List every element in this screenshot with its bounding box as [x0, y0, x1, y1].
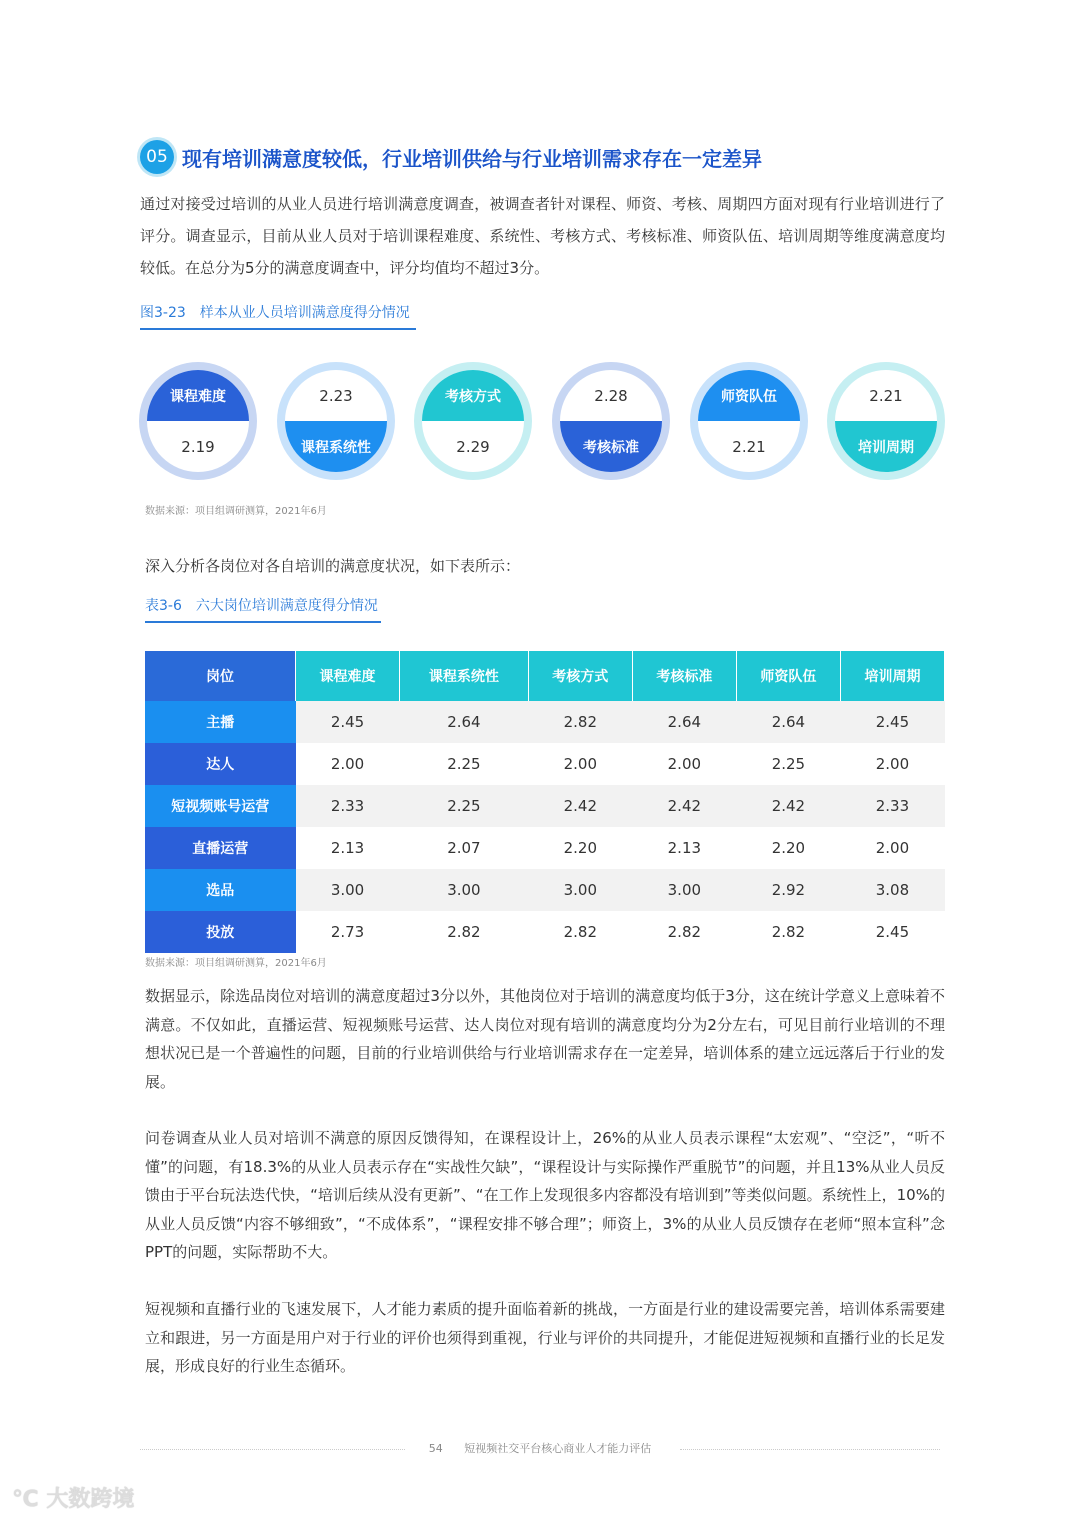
- page-number: 54: [428, 1442, 443, 1455]
- table-cell: 2.00: [528, 743, 632, 785]
- table-cell: 2.20: [736, 827, 840, 869]
- table-cell: 2.42: [632, 785, 736, 827]
- table-cell: 2.73: [296, 911, 400, 953]
- table-caption: 表3-6 六大岗位培训满意度得分情况: [145, 598, 378, 614]
- column-header: 考核方式: [528, 651, 632, 701]
- row-label: 选品: [145, 869, 296, 911]
- row-label: 达人: [145, 743, 296, 785]
- table-cell: 2.25: [736, 743, 840, 785]
- score-circle: [552, 362, 670, 480]
- table-cell: 2.82: [736, 911, 840, 953]
- table-row: [145, 701, 945, 743]
- score-circle: [277, 362, 395, 480]
- watermark-text: 大数跨境: [46, 1487, 135, 1512]
- table-cell: 2.82: [400, 911, 529, 953]
- row-label: 短视频账号运营: [145, 785, 296, 827]
- table-cell: 2.42: [736, 785, 840, 827]
- table-cell: 3.00: [528, 869, 632, 911]
- table-cell: 2.64: [400, 701, 529, 743]
- score-value: 2.21: [869, 386, 903, 405]
- table-cell: 2.92: [736, 869, 840, 911]
- table-cell: 3.00: [400, 869, 529, 911]
- table-cell: 2.00: [840, 743, 944, 785]
- table-row: [145, 785, 945, 827]
- score-value: 2.19: [181, 437, 215, 456]
- page-footer: [0, 1440, 1080, 1456]
- caption-underline: [145, 621, 381, 623]
- table-cell: 2.07: [400, 827, 529, 869]
- table-cell: 2.82: [632, 911, 736, 953]
- column-header: 培训周期: [840, 651, 944, 701]
- caption-underline: [140, 328, 416, 330]
- row-label: 直播运营: [145, 827, 296, 869]
- table-row: [145, 743, 945, 785]
- score-value: 2.23: [319, 386, 353, 405]
- figure-caption: 图3-23 样本从业人员培训满意度得分情况: [140, 305, 410, 321]
- table-cell: 3.08: [840, 869, 944, 911]
- table-header-row: [145, 651, 945, 701]
- table-cell: 2.82: [528, 911, 632, 953]
- paragraph-1: 数据显示，除选品岗位对培训的满意度超过3分以外，其他岗位对于培训的满意度均低于3分，这在统计学意义上意味着不满意。不仅如此，直播运营、短视频账号运营、达人岗位对现有培训的满意度均分为2分左右，可见目前行业培训的不理想状况已是一个普遍性的问题，目前的行业培训供给与行业培训需求存在一定差异，培训体系的建立远远落后于行业的发展。: [145, 987, 945, 1091]
- table-row: [145, 911, 945, 953]
- table-cell: 2.45: [840, 911, 944, 953]
- table-cell: 3.00: [632, 869, 736, 911]
- score-circle: [690, 362, 808, 480]
- watermark-icon: ℃: [12, 1487, 39, 1512]
- row-label: 主播: [145, 701, 296, 743]
- table-cell: 2.33: [840, 785, 944, 827]
- intro-paragraph: 通过对接受过培训的从业人员进行培训满意度调查，被调查者针对课程、师资、考核、周期四方面对现有行业培训进行了评分。调查显示，目前从业人员对于培训课程难度、系统性、考核方式、考核标准、师资队伍、培训周期等维度满意度均较低。在总分为5分的满意度调查中，评分均值均不超过3分。: [140, 195, 945, 277]
- paragraph-3: 短视频和直播行业的飞速发展下，人才能力素质的提升面临着新的挑战，一方面是行业的建设需要完善，培训体系需要建立和跟进，另一方面是用户对于行业的评价也须得到重视，行业与评价的共同提升，才能促进短视频和直播行业的长足发展，形成良好的行业生态循环。: [145, 1300, 945, 1375]
- satisfaction-table: [145, 651, 945, 953]
- score-label: 课程难度: [147, 370, 249, 421]
- column-header: 课程难度: [296, 651, 400, 701]
- column-header: 岗位: [145, 651, 296, 701]
- section-number-badge: 05: [140, 140, 174, 174]
- table-cell: 2.82: [528, 701, 632, 743]
- score-label: 培训周期: [835, 421, 937, 472]
- table-cell: 2.25: [400, 743, 529, 785]
- score-label: 考核方式: [422, 370, 524, 421]
- table-cell: 2.45: [840, 701, 944, 743]
- score-circle: [827, 362, 945, 480]
- section-heading: [140, 140, 762, 174]
- table-row: [145, 869, 945, 911]
- report-title: 短视频社交平台核心商业人才能力评估: [464, 1442, 652, 1455]
- column-header: 考核标准: [632, 651, 736, 701]
- row-label: 投放: [145, 911, 296, 953]
- score-value: 2.21: [732, 437, 766, 456]
- table-cell: 2.13: [296, 827, 400, 869]
- table-data-source: 数据来源：项目组调研测算，2021年6月: [145, 958, 327, 969]
- score-label: 考核标准: [560, 421, 662, 472]
- table-cell: 2.64: [736, 701, 840, 743]
- score-value: 2.29: [456, 437, 490, 456]
- column-header: 师资队伍: [736, 651, 840, 701]
- score-value: 2.28: [594, 386, 628, 405]
- table-cell: 2.25: [400, 785, 529, 827]
- score-circle: [139, 362, 257, 480]
- column-header: 课程系统性: [400, 651, 529, 701]
- table-cell: 3.00: [296, 869, 400, 911]
- table-intro: 深入分析各岗位对各自培训的满意度状况，如下表所示：: [145, 557, 521, 575]
- watermark-logo: [12, 1482, 134, 1513]
- score-label: 课程系统性: [285, 421, 387, 472]
- score-label: 师资队伍: [698, 370, 800, 421]
- paragraph-2: 问卷调查从业人员对培训不满意的原因反馈得知，在课程设计上，26%的从业人员表示课程“太宏观”、“空泛”，“听不懂”的问题，有18.3%的从业人员表示存在“实战性欠缺”，“课程设计与实际操作严重脱节”的问题，并且13%从业人员反馈由于平台玩法迭代快，“培训后续从没有更新”、“在工作上发现很多内容都没有培训到”等类似问题。系统性上，10%的从业人员反馈“内容不够细致”，“不成体系”，“课程安排不够合理”；师资上，3%的从业人员反馈存在老师“照本宣科”念PPT的问题，实际帮助不大。: [145, 1129, 945, 1261]
- table-cell: 2.45: [296, 701, 400, 743]
- section-title: 现有培训满意度较低，行业培训供给与行业培训需求存在一定差异: [182, 146, 762, 171]
- table-cell: 2.42: [528, 785, 632, 827]
- table-cell: 2.64: [632, 701, 736, 743]
- table-cell: 2.00: [296, 743, 400, 785]
- table-cell: 2.13: [632, 827, 736, 869]
- data-source: 数据来源：项目组调研测算，2021年6月: [145, 506, 327, 517]
- table-cell: 2.20: [528, 827, 632, 869]
- table-row: [145, 827, 945, 869]
- table-cell: 2.33: [296, 785, 400, 827]
- table-cell: 2.00: [840, 827, 944, 869]
- score-circle: [414, 362, 532, 480]
- table-cell: 2.00: [632, 743, 736, 785]
